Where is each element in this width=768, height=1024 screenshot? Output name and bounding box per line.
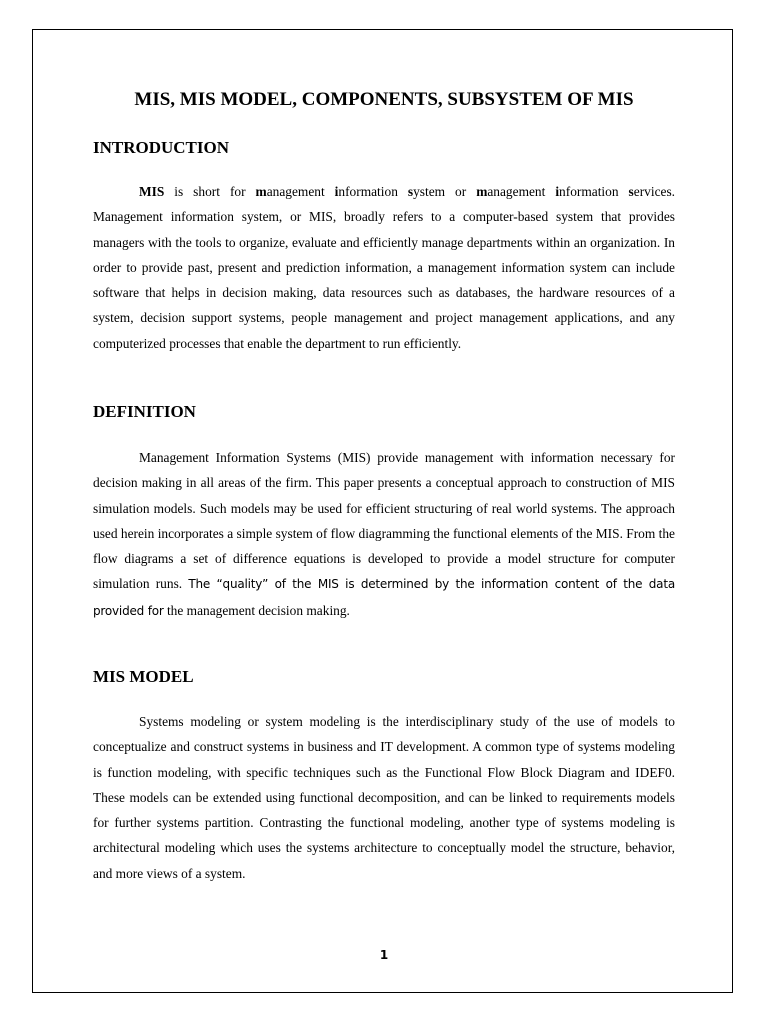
intro-text-t4: anagement	[487, 184, 556, 199]
intro-text-t2: nformation	[338, 184, 408, 199]
intro-bold-m1: m	[255, 184, 267, 199]
document-title: MIS, MIS MODEL, COMPONENTS, SUBSYSTEM OF MIS	[134, 89, 634, 110]
heading-definition: DEFINITION	[93, 402, 196, 421]
definition-text-end: the management decision making.	[163, 602, 350, 618]
intro-bold-i2: i	[555, 184, 560, 199]
intro-bold-i1: i	[334, 184, 339, 199]
paragraph-mis-model: Systems modeling or system modeling is the interdisciplinary study of the use of models to conceptualize and construct systems in business and IT development. A common type of systems modeling is function modeling, with specific techniques such as the Functional Flow Block Diagram and IDEF0. These models can be extended using functional decomposition, and can be linked to requirements models for further systems partition. Contrasting the functional modeling, another type of systems modeling is architectural modeling which uses the systems architecture to conceptually model the structure, behavior, and more views of a system.	[93, 714, 675, 881]
page-number: 1	[379, 948, 389, 962]
intro-text-t5: nformation	[559, 184, 629, 199]
intro-text-t1: anagement	[266, 184, 335, 199]
intro-bold-s2: s	[628, 184, 634, 199]
intro-text-1: is short for	[164, 184, 256, 199]
paragraph-introduction	[93, 179, 675, 356]
intro-lead-bold: MIS	[139, 184, 165, 199]
heading-introduction: INTRODUCTION	[93, 138, 230, 157]
heading-mis-model: MIS MODEL	[93, 667, 194, 686]
intro-bold-s1: s	[407, 184, 414, 199]
intro-bold-m2: m	[476, 184, 488, 199]
paragraph-definition	[93, 445, 675, 624]
definition-text-main: Management Information Systems (MIS) provide management with information necessary for decision making in all areas of the firm. This paper presents a conceptual approach to construction of MIS simulation models. Such models may be used for efficient structuring of real world systems. The approach used herein incorporates a simple system of flow diagramming the functional elements of the MIS. From the flow diagrams a set of difference equations is developed to provide a model structure for computer simulation runs.	[93, 450, 675, 592]
definition-text-quality: The “quality” of the MIS is determined by the information content of the data provided for	[93, 577, 675, 618]
intro-text-rest: ervices. Management information system, or MIS, broadly refers to a computer-based system that provides managers with the tools to organize, evaluate and efficiently manage departments within an organization. In order to provide past, present and prediction information, a management information system can include software that helps in decision making, data resources such as databases, the hardware resources of a system, decision support systems, people management and project management applications, and any computerized processes that enable the department to run efficiently.	[93, 184, 676, 351]
intro-text-t3: ystem or	[413, 184, 477, 199]
